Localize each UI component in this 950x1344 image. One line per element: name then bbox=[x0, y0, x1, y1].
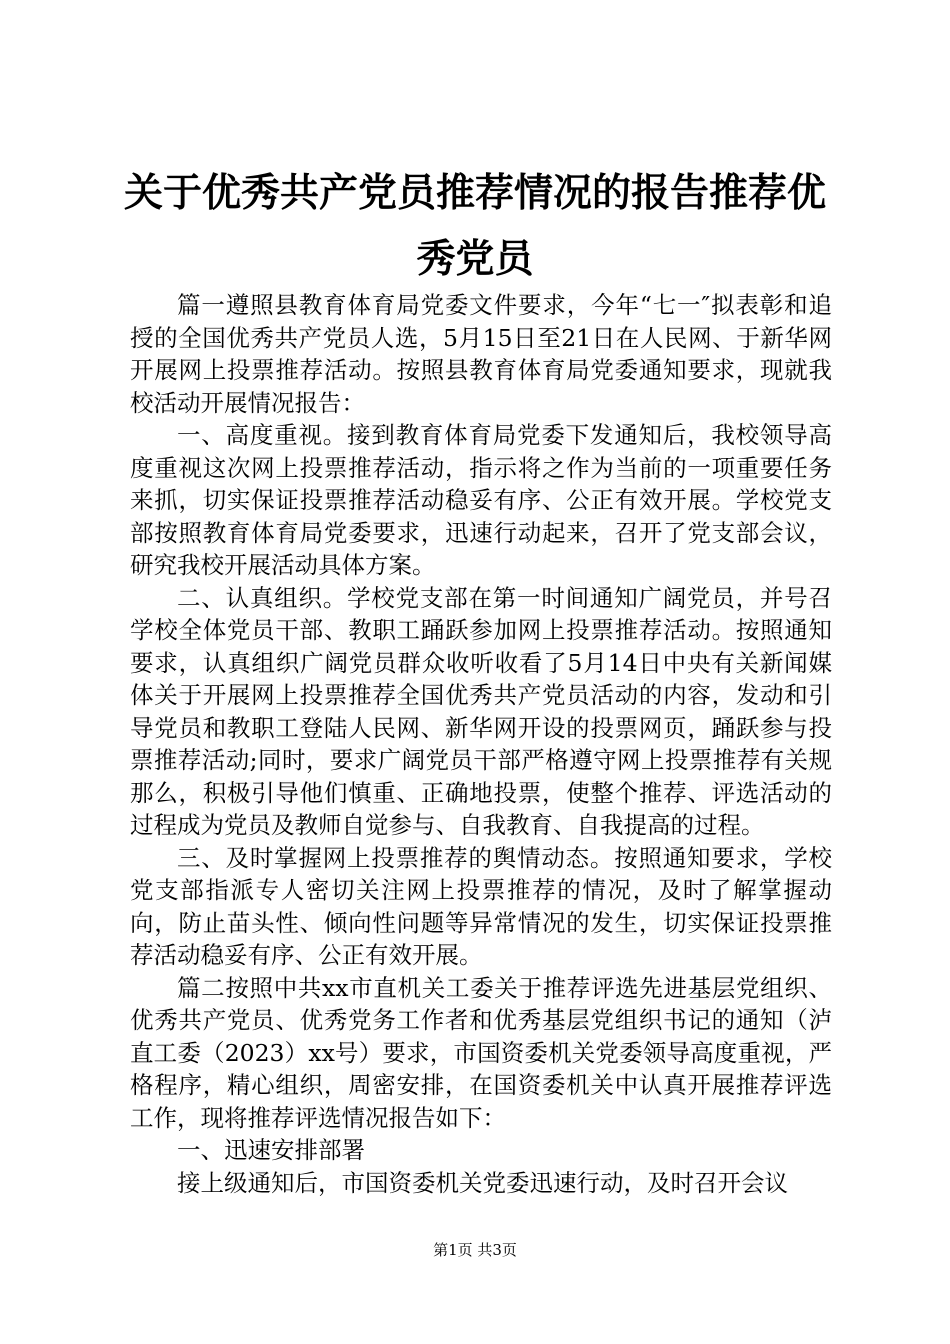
paragraph: 三、及时掌握网上投票推荐的舆情动态。按照通知要求，学校党支部指派专人密切关注网上投票推荐的情况，及时了解掌握动向，防止苗头性、倾向性问题等异常情况的发生，切实保证投票推荐活动稳妥有序、公正有效开展。 bbox=[130, 843, 832, 969]
page-number-footer: 第1页 共3页 bbox=[433, 1241, 517, 1259]
paragraph: 篇二按照中共xx市直机关工委关于推荐评选先进基层党组织、优秀共产党员、优秀党务工作者和优秀基层党组织书记的通知（泸直工委（2023）xx号）要求，市国资委机关党委领导高度重视，严格程序，精心组织，周密安排，在国资委机关中认真开展推荐评选工作，现将推荐评选情况报告如下： bbox=[130, 973, 832, 1132]
section-heading: 一、迅速安排部署 bbox=[177, 1136, 365, 1164]
paragraph: 一、高度重视。接到教育体育局党委下发通知后，我校领导高度重视这次网上投票推荐活动，指示将之作为当前的一项重要任务来抓，切实保证投票推荐活动稳妥有序、公正有效开展。学校党支部按照教育体育局党委要求，迅速行动起来，召开了党支部会议，研究我校开展活动具体方案。 bbox=[130, 421, 832, 579]
paragraph: 二、认真组织。学校党支部在第一时间通知广阔党员，并号召学校全体党员干部、教职工踊跃参加网上投票推荐活动。按照通知要求，认真组织广阔党员群众收听收看了5月14日中央有关新闻媒体关于开展网上投票推荐全国优秀共产党员活动的内容，发动和引导党员和教职工登陆人民网、新华网开设的投票网页，踊跃参与投票推荐活动;同时，要求广阔党员干部严格遵守网上投票推荐有关规那么，积极引导他们慎重、正确地投票，使整个推荐、评选活动的过程成为党员及教师自觉参与、自我教育、自我提高的过程。 bbox=[130, 583, 832, 839]
paragraph: 接上级通知后，市国资委机关党委迅速行动，及时召开会议 bbox=[177, 1168, 788, 1197]
document-title: 关于优秀共产党员推荐情况的报告推荐优秀党员 bbox=[123, 170, 826, 282]
document-body bbox=[130, 289, 832, 1199]
paragraph: 篇一遵照县教育体育局党委文件要求，今年“七一″拟表彰和追授的全国优秀共产党员人选，5月15日至21日在人民网、于新华网开展网上投票推荐活动。按照县教育体育局党委通知要求，现就我校活动开展情况报告： bbox=[130, 291, 832, 417]
